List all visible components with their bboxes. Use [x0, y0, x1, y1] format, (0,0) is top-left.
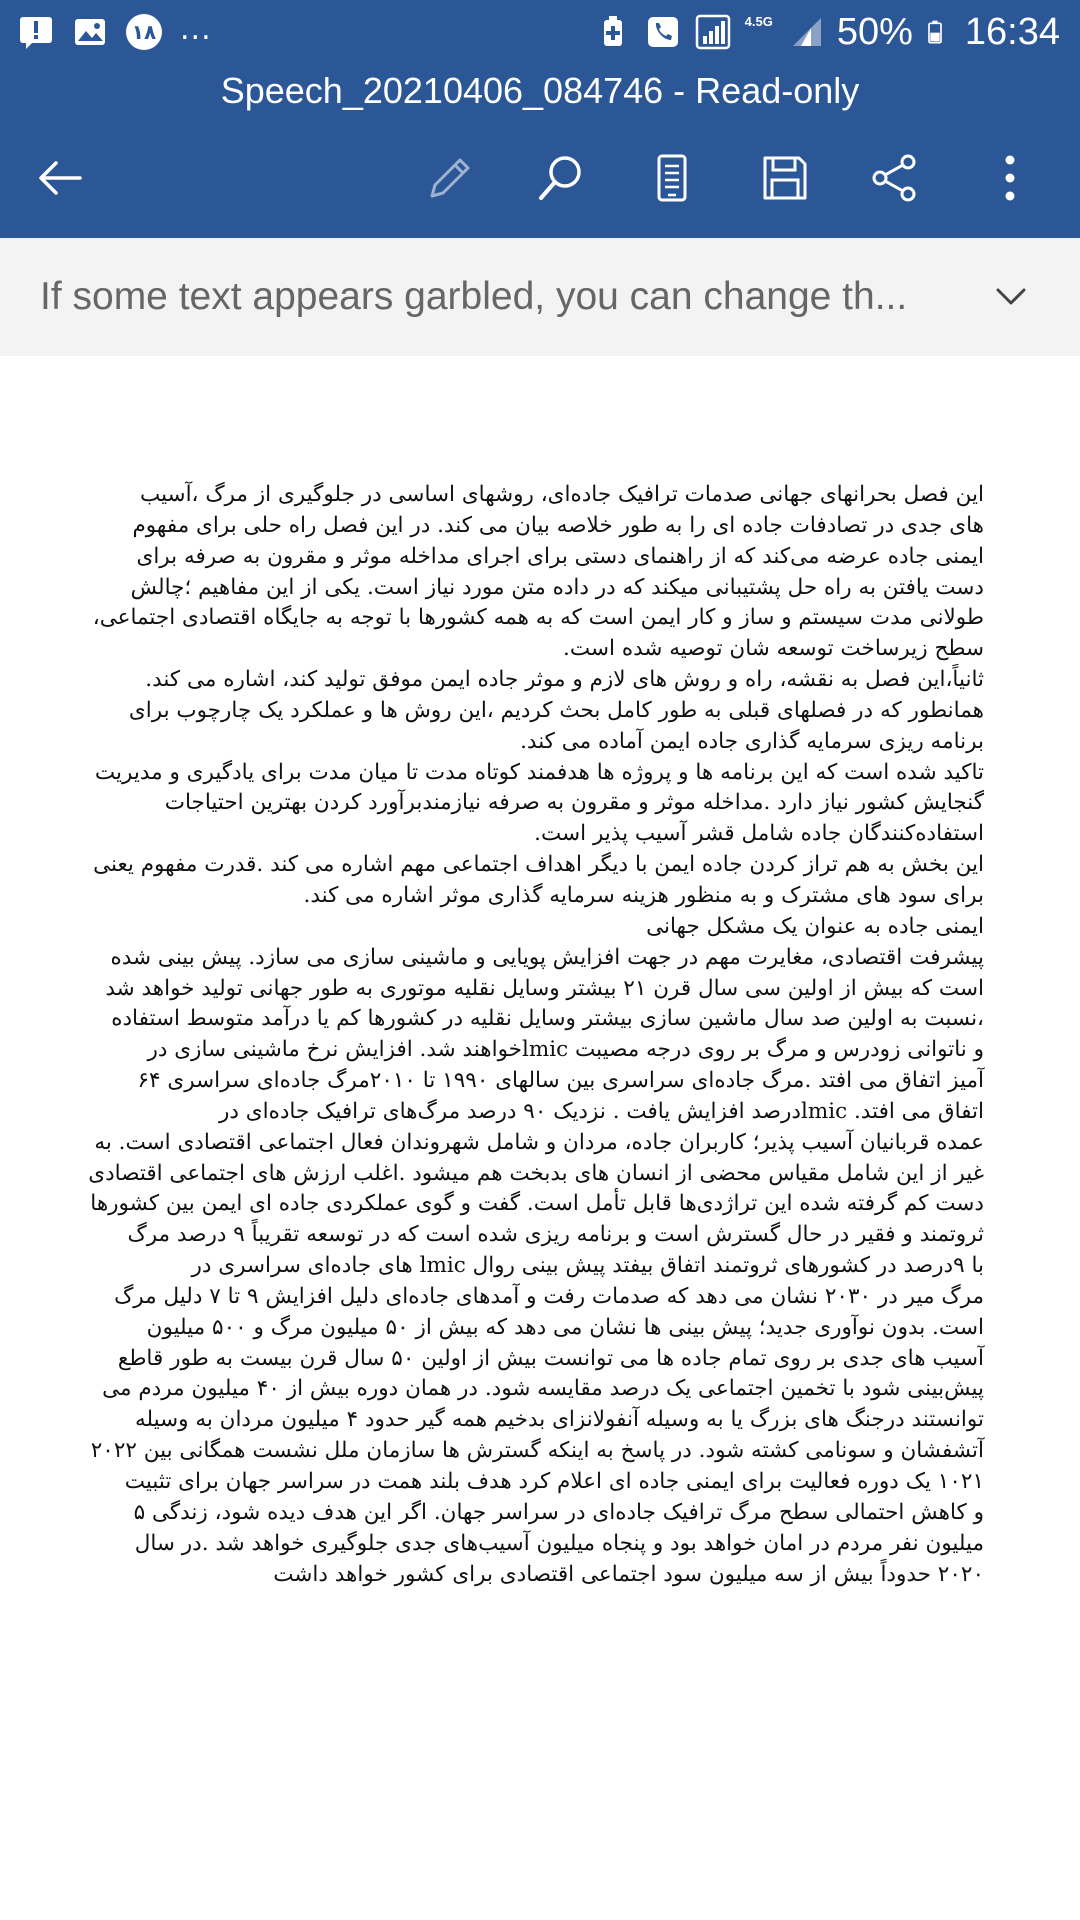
document-line: اتفاق می افتد. lmicدرصد افزایش یافت . نزدیک ۹۰ درصد مرگ‌های ترافیک جاده‌ای در	[218, 1098, 984, 1124]
document-line: دست یافتن به راه حل پشتیبانی میکند که در داده متن مورد نیاز است. یکی از این مفاهیم ؛چالش	[130, 574, 984, 600]
document-line: طولانی مدت سیستم و ساز و کار ایمن است که به همه کشورها با توجه به جایگاه اقتصادی اجتماعی،	[92, 605, 984, 631]
document-line: سطح زیرساخت توسعه شان توصیه شده است.	[563, 636, 984, 662]
document-line: های جدی در تصادفات جاده ای را به طور خلاصه بیان می کند. در این فصل راه حلی برای مفهوم	[132, 512, 984, 538]
document-line: ۲۰۲۰ حدوداً بیش از سه میلیون سود اجتماعی اقتصادی برای کشور خواهد داشت	[273, 1561, 984, 1587]
app-toolbar	[0, 118, 1080, 238]
document-line: گنجایش کشور نیاز دارد .مداخله موثر و مقرون به صرفه نیازمندبرآورد کردن بهترین احتیاجات	[164, 790, 984, 816]
document-line: آسیب های جدی بر روی تمام جاده ها می توانست بیش از اولین ۵۰ سال قرن بیست به طور قاطع	[117, 1345, 984, 1371]
save-icon	[757, 150, 813, 206]
status-bar-right	[595, 8, 1060, 56]
share-button[interactable]	[860, 142, 932, 214]
document-line: برنامه ریزی سرمایه گذاری جاده ایمن آماده می کند.	[520, 728, 984, 754]
banner-message: If some text appears garbled, you can change th...	[40, 275, 908, 318]
document-line: این فصل بحرانهای جهانی صدمات ترافیک جاده‌ای، روشهای اساسی در جلوگیری از مرگ ،آسیب	[139, 482, 984, 507]
document-line: همانطور که در فصلهای قبلی به طور کامل بحث کردیم ،این روش ها و عملکرد یک چارچوب برای	[128, 697, 984, 723]
notification-count-badge: ۱۸	[126, 14, 162, 50]
document-line: توانستند درجنگ های بزرگ یا به وسیله آنفولانزای بدخیم همه گیر حدود ۴ میلیون مردان به وسیله	[134, 1407, 984, 1433]
chevron-down-icon[interactable]	[986, 272, 1036, 322]
document-line: ثانیاً،این فصل به نقشه، راه و روش های لازم و موثر جاده ایمن موفق تولید کند، اشاره می کند.	[145, 667, 984, 693]
document-line: است. بدون نوآوری جدید؛ پیش بینی ها نشان می دهد که بیش از ۵۰ میلیون مرگ و ۵۰۰ میلیون	[146, 1314, 984, 1340]
back-button[interactable]	[24, 142, 96, 214]
pencil-icon	[422, 150, 478, 206]
call-icon	[645, 14, 681, 50]
document-line: آمیز اتفاق می افتد .مرگ جاده‌ای سراسری بین سالهای ۱۹۹۰ تا ۲۰۱۰مرگ جاده‌ای سراسری ۶۴	[137, 1068, 984, 1094]
more-options-button[interactable]	[974, 142, 1046, 214]
mobile-view-button[interactable]	[636, 142, 708, 214]
document-line: و ناتوانی زودرس و مرگ بر روی درجه مصیبت lmicخواهند شد. افزایش نرخ ماشینی سازی در	[147, 1037, 984, 1063]
document-line: تاکید شده است که این برنامه ها و پروژه ها هدفمند کوتاه مدت تا میان مدت برای یادگیری و مدیریت	[94, 759, 984, 785]
document-line: پیشرفت اقتصادی، مغایرت مهم در جهت افزایش پویایی و ماشینی سازی می سازد. پیش بینی شده	[110, 944, 984, 970]
clock: 16:34	[964, 11, 1060, 53]
network-type: 4.5G	[744, 14, 773, 29]
document-line: استفاده‌کنندگان جاده شامل قشر آسیب پذیر است.	[534, 821, 984, 847]
document-line: و کاهش احتمالی سطح مرگ ترافیک جاده‌ای در سراسر جهان. اگر این هدف دیده شود، زندگی ۵	[133, 1499, 984, 1525]
document-canvas[interactable]	[0, 356, 1080, 1920]
document-line: ،نسبت به اولین صد سال ماشین سازی بیشتر وسایل نقلیه در کشورها کم یا درآمد متوسط استفاده	[111, 1006, 984, 1032]
edit-button[interactable]	[414, 142, 486, 214]
document-line: پیش‌بینی شود با تخمین اجتماعی یک درصد مقایسه شود. در همان دوره بیش از ۴۰ میلیون مردم می	[102, 1376, 984, 1402]
document-line: غیر از این شامل مقیاس محضی از انسان های بدبخت هم میشود .اغلب ارزش های اجتماعی اقتصادی	[88, 1160, 984, 1186]
battery-percentage: 50%	[836, 11, 913, 53]
mobile-view-icon	[644, 150, 700, 206]
alert-icon	[18, 14, 54, 50]
battery-icon	[927, 14, 951, 50]
signal-icon	[695, 14, 731, 50]
status-bar-left	[18, 10, 212, 54]
gallery-icon	[72, 14, 108, 50]
more-vertical-icon	[982, 150, 1038, 206]
document-line: مرگ میر در ۲۰۳۰ نشان می دهد که صدمات رفت و آمدهای جاده‌ای دلیل افزایش ۹ تا ۷ دلیل مرگ	[114, 1283, 984, 1309]
document-title: Speech_20210406_084746 - Read-only	[0, 64, 1080, 118]
back-arrow-icon	[32, 150, 88, 206]
status-bar	[0, 0, 1080, 64]
search-icon	[533, 150, 589, 206]
document-line: ثروتمند و فقیر در حال گسترش است و برنامه ریزی شده است که در توسعه تقریباً ۹ درصد مرگ	[127, 1222, 984, 1248]
more-notifications-indicator: ...	[180, 11, 212, 47]
document-line: برای سود های مشترک و به منظور هزینه سرمایه گذاری موثر اشاره می کند.	[303, 882, 984, 908]
document-line: این بخش به هم تراز کردن جاده ایمن با دیگر اهداف اجتماعی مهم اشاره می کند .قدرت مفهوم یعنی	[93, 852, 984, 878]
document-line: دست کم گرفته شده این تراژدی‌ها قابل تأمل است. گفت و گوی عملکردی جاده ای ایمن بین کشورها	[90, 1191, 984, 1217]
document-line: آتشفشان و سونامی کشته شود. در پاسخ به اینکه گسترش ها سازمان ملل نشست همگانی بین ۲۰۲۲	[90, 1438, 984, 1464]
share-icon	[868, 150, 924, 206]
document-line: ۱۰۲۱ یک دوره فعالیت برای ایمنی جاده ای اعلام کرد هدف بلند همت در سراسر جهان برای تثبیت	[124, 1469, 984, 1494]
document-line: است که بیش از اولین سی سال قرن ۲۱ بیشتر وسایل نقلیه موتوری به طور جهانی تولید خواهد شد	[105, 975, 984, 1001]
document-line: با ۹درصد در کشورهای ثروتمند اتفاق بیفتد پیش بینی روال lmic های جاده‌ای سراسری در	[191, 1253, 984, 1279]
search-button[interactable]	[525, 142, 597, 214]
document-body	[88, 480, 984, 1590]
save-button[interactable]	[749, 142, 821, 214]
battery-saver-icon	[595, 14, 631, 50]
signal-icon-2	[787, 14, 823, 50]
garbled-text-banner[interactable]	[0, 238, 1080, 356]
document-line: ایمنی جاده به عنوان یک مشکل جهانی	[646, 913, 984, 939]
document-line: ایمنی جاده عرضه می‌کند که از راهنمای دستی برای اجرای مداخله موثر و مقرون به صرفه برای	[136, 543, 984, 569]
document-line: میلیون نفر مردم در امان خواهد بود و پنجاه میلیون آسیب‌های جدی جلوگیری خواهد شد .در سال	[134, 1530, 984, 1556]
document-line: عمده قربانیان آسیب پذیر؛ کاربران جاده، مردان و شامل شهروندان فعال اجتماعی اقتصادی است. به	[94, 1129, 984, 1155]
